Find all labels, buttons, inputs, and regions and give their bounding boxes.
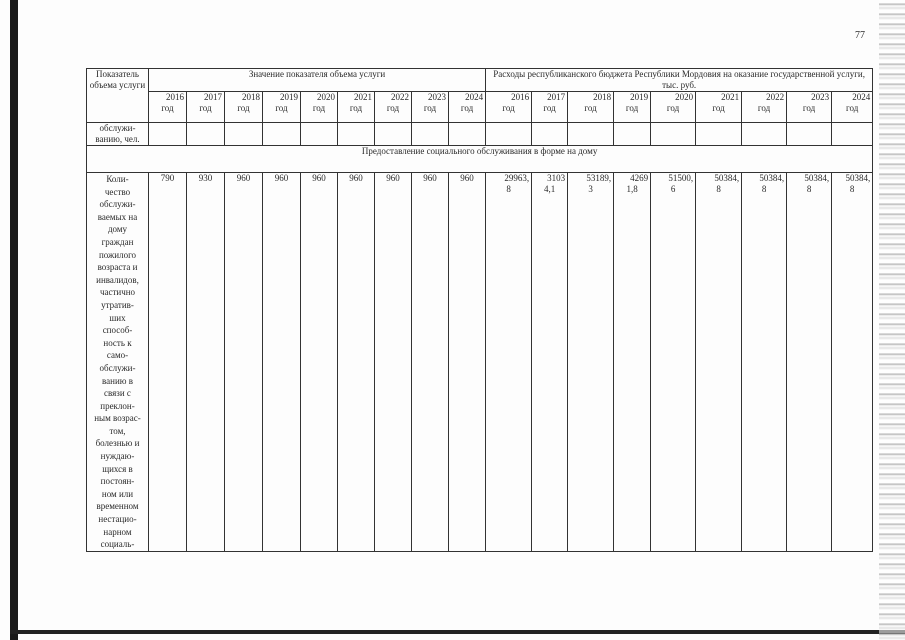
data-row [87, 173, 873, 552]
expense-value-2016: 29963, 8 [486, 173, 532, 552]
volume-value-2018: 960 [225, 173, 263, 552]
empty-cell [486, 123, 532, 146]
indicator-line: Коли- [106, 174, 129, 184]
expense-year-2019: 2019 год [614, 92, 651, 123]
indicator-line: чество [104, 186, 131, 197]
volume-year-2023: 2023 год [412, 92, 449, 123]
volume-year-2017: 2017 год [187, 92, 225, 123]
scan-left-edge [10, 0, 18, 640]
expense-year-2018: 2018 год [568, 92, 614, 123]
expense-year-2023: 2023 год [787, 92, 832, 123]
section-title: Предоставление социального обслуживания в форме на дому [87, 146, 873, 173]
empty-cell [614, 123, 651, 146]
expense-value-2017: 3103 4,1 [532, 173, 568, 552]
expense-value-2019: 4269 1,8 [614, 173, 651, 552]
empty-cell [301, 123, 338, 146]
indicator-line: утратив- [101, 299, 134, 310]
indicator-line: ность к [103, 337, 132, 348]
volume-year-2024: 2024 год [449, 92, 486, 123]
indicator-line: способ- [102, 325, 133, 336]
expense-value-2018: 53189, 3 [568, 173, 614, 552]
volume-value-2023: 960 [412, 173, 449, 552]
scan-bottom-edge [10, 630, 905, 634]
volume-year-2021: 2021 год [338, 92, 375, 123]
volume-header: Значение показателя объема услуги [149, 69, 486, 92]
expense-value-2023: 50384, 8 [787, 173, 832, 552]
indicator-line: социаль- [100, 539, 135, 550]
indicator-line: постоян- [100, 476, 135, 487]
indicator-line: ванию в [102, 375, 133, 386]
empty-cell [225, 123, 263, 146]
volume-value-2022: 960 [375, 173, 412, 552]
service-volume-table [86, 68, 873, 552]
volume-value-2019: 960 [263, 173, 301, 552]
indicator-line: преклон- [100, 400, 135, 411]
volume-year-2020: 2020 год [301, 92, 338, 123]
indicator-line: ным возрас- [94, 413, 141, 424]
volume-value-2017: 930 [187, 173, 225, 552]
empty-cell [263, 123, 301, 146]
expense-value-2021: 50384, 8 [696, 173, 742, 552]
empty-cell [832, 123, 873, 146]
indicator-line: само- [106, 350, 129, 361]
expense-value-2022: 50384, 8 [742, 173, 787, 552]
empty-cell [787, 123, 832, 146]
expense-year-2017: 2017 год [532, 92, 568, 123]
indicator-description [87, 173, 149, 552]
volume-year-2018: 2018 год [225, 92, 263, 123]
expense-header: Расходы республиканского бюджета Республики Мордовия на оказание государственной услуги, тыс. руб. [486, 69, 873, 92]
indicator-line: возраста и [97, 262, 138, 273]
indicator-line: ших [109, 312, 126, 323]
volume-value-2020: 960 [301, 173, 338, 552]
indicator-line: ваемых на [97, 211, 138, 222]
indicator-line: обслужи- [99, 199, 136, 210]
volume-year-2022: 2022 год [375, 92, 412, 123]
empty-cell [449, 123, 486, 146]
indicator-line: том, [109, 425, 126, 436]
volume-value-2016: 790 [149, 173, 187, 552]
expense-year-2022: 2022 год [742, 92, 787, 123]
expense-year-2016: 2016 год [486, 92, 532, 123]
empty-cell [338, 123, 375, 146]
empty-cell [742, 123, 787, 146]
expense-value-2020: 51500, 6 [651, 173, 696, 552]
indicator-line: обслужи- [99, 362, 136, 373]
volume-value-2021: 960 [338, 173, 375, 552]
expense-year-2024: 2024 год [832, 92, 873, 123]
indicator-line: инвалидов, [96, 274, 139, 285]
indicator-line: временном [96, 501, 139, 512]
empty-cell [412, 123, 449, 146]
continued-row [87, 123, 873, 146]
indicator-line: щихся в [102, 463, 133, 474]
indicator-header: Показатель объема услуги [87, 69, 149, 123]
empty-cell [187, 123, 225, 146]
indicator-line: нарном [103, 526, 132, 537]
empty-cell [696, 123, 742, 146]
indicator-line: связи с [104, 388, 131, 399]
section-row [87, 146, 873, 173]
indicator-line: пожилого [98, 249, 137, 260]
empty-cell [375, 123, 412, 146]
page-number: 77 [855, 30, 865, 41]
expense-year-2020: 2020 год [651, 92, 696, 123]
empty-cell [568, 123, 614, 146]
volume-year-2019: 2019 год [263, 92, 301, 123]
indicator-line: ном или [101, 488, 134, 499]
indicator-line: болезнью и [95, 438, 140, 449]
header-row-years [87, 92, 873, 123]
indicator-line: нуждаю- [100, 451, 135, 462]
empty-cell [149, 123, 187, 146]
continued-row-label: обслужи-ванию, чел. [87, 123, 149, 146]
volume-value-2024: 960 [449, 173, 486, 552]
indicator-line: граждан [101, 236, 134, 247]
indicator-line: дому [107, 224, 128, 235]
scan-right-edge [879, 0, 905, 640]
header-row-top [87, 69, 873, 92]
expense-value-2024: 50384, 8 [832, 173, 873, 552]
indicator-line: частично [99, 287, 136, 298]
empty-cell [532, 123, 568, 146]
expense-year-2021: 2021 год [696, 92, 742, 123]
empty-cell [651, 123, 696, 146]
indicator-line: нестацио- [98, 514, 137, 525]
volume-year-2016: 2016 год [149, 92, 187, 123]
